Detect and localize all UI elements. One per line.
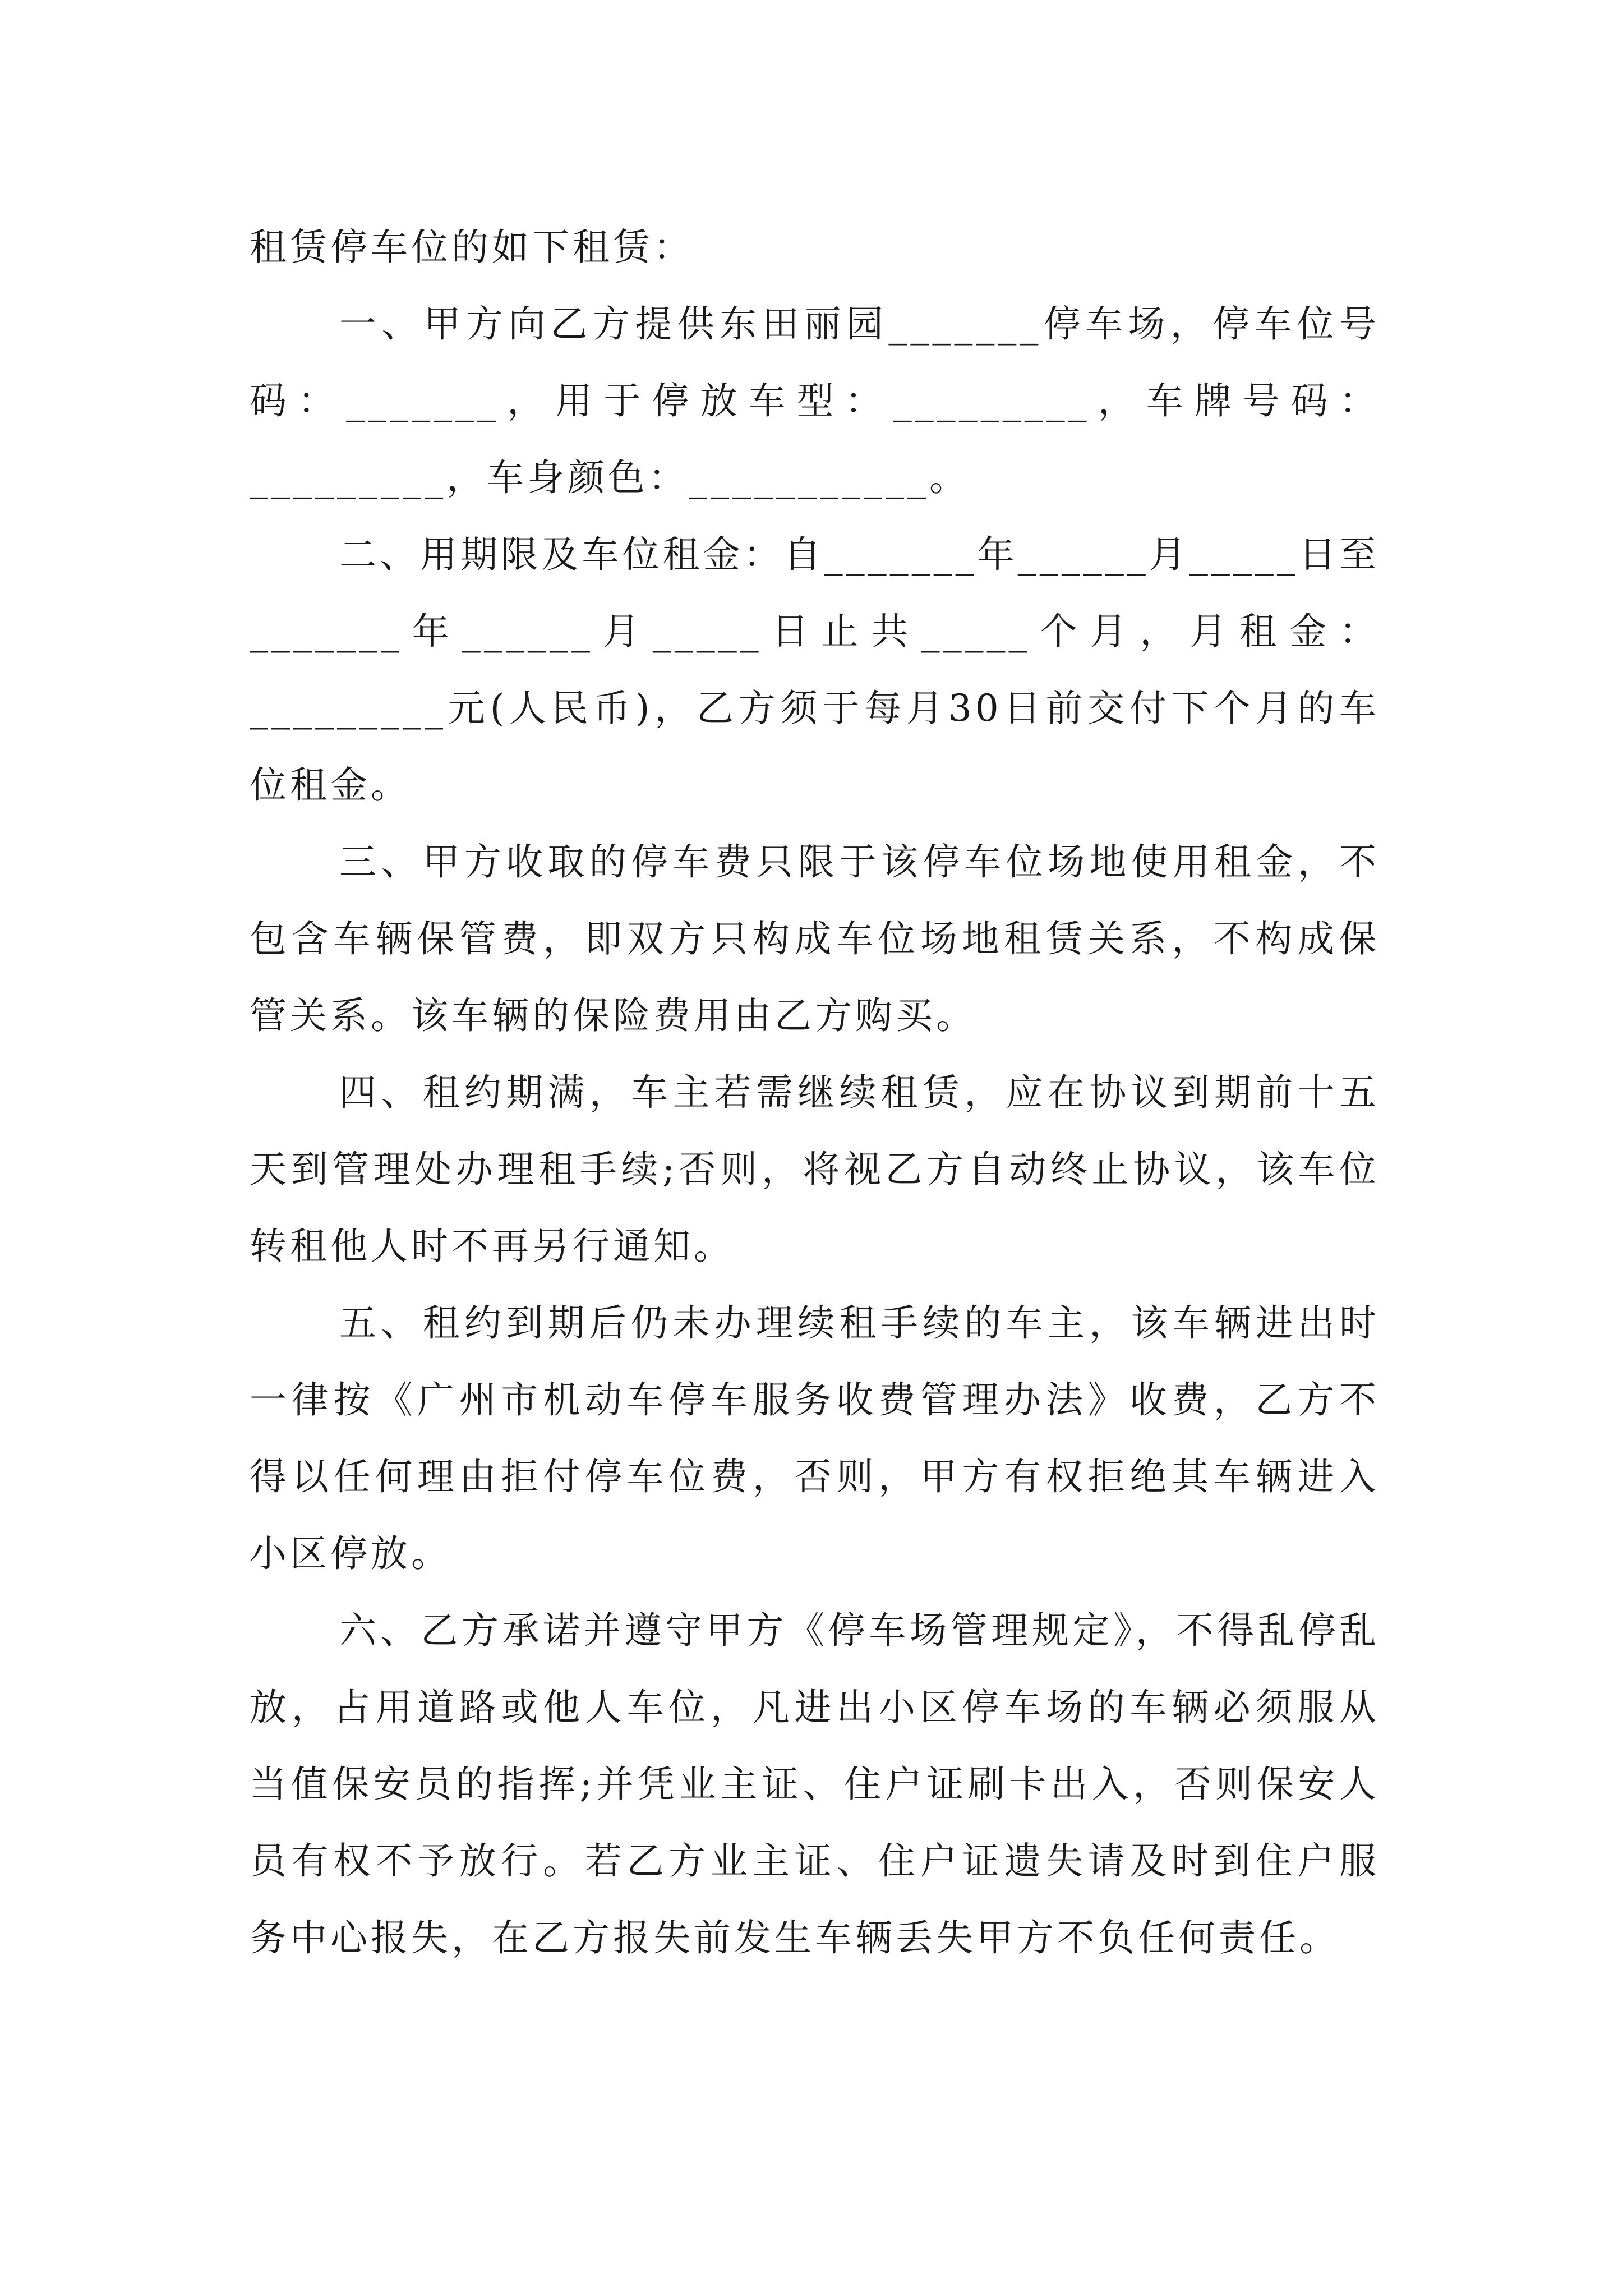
paragraph-clause-5: 五、租约到期后仍未办理续租手续的车主，该车辆进出时一律按《广州市机动车停车服务收费管理办法》收费，乙方不得以任何理由拒付停车位费，否则，甲方有权拒绝其车辆进入小区停放。: [250, 1301, 1380, 1575]
document-body: [250, 209, 1380, 1976]
paragraph-intro: 租赁停车位的如下租赁：: [250, 226, 694, 269]
paragraph-clause-3: 三、甲方收取的停车费只限于该停车位场地使用租金，不包含车辆保管费，即双方只构成车位场地租赁关系，不构成保管关系。该车辆的保险费用由乙方购买。: [250, 840, 1380, 1037]
paragraph-clause-2: 二、用期限及车位租金：自_______年______月_____日至_______年______月_____日止共_____个月，月租金：_________元(人民币)，乙方须于每月30日前交付下个月的车位租金。: [250, 533, 1380, 807]
paragraph-clause-4: 四、租约期满，车主若需继续租赁，应在协议到期前十五天到管理处办理租手续;否则，将视乙方自动终止协议，该车位转租他人时不再另行通知。: [250, 1071, 1380, 1268]
paragraph-clause-6: 六、乙方承诺并遵守甲方《停车场管理规定》，不得乱停乱放，占用道路或他人车位，凡进出小区停车场的车辆必须服从当值保安员的指挥;并凭业主证、住户证刷卡出入，否则保安人员有权不予放行。若乙方业主证、住户证遗失请及时到住户服务中心报失，在乙方报失前发生车辆丢失甲方不负任何责任。: [250, 1609, 1380, 1959]
paragraph-clause-1: 一、甲方向乙方提供东田丽园_______停车场，停车位号码：_______，用于停放车型：_________，车牌号码：_________，车身颜色：___________。: [250, 302, 1380, 499]
